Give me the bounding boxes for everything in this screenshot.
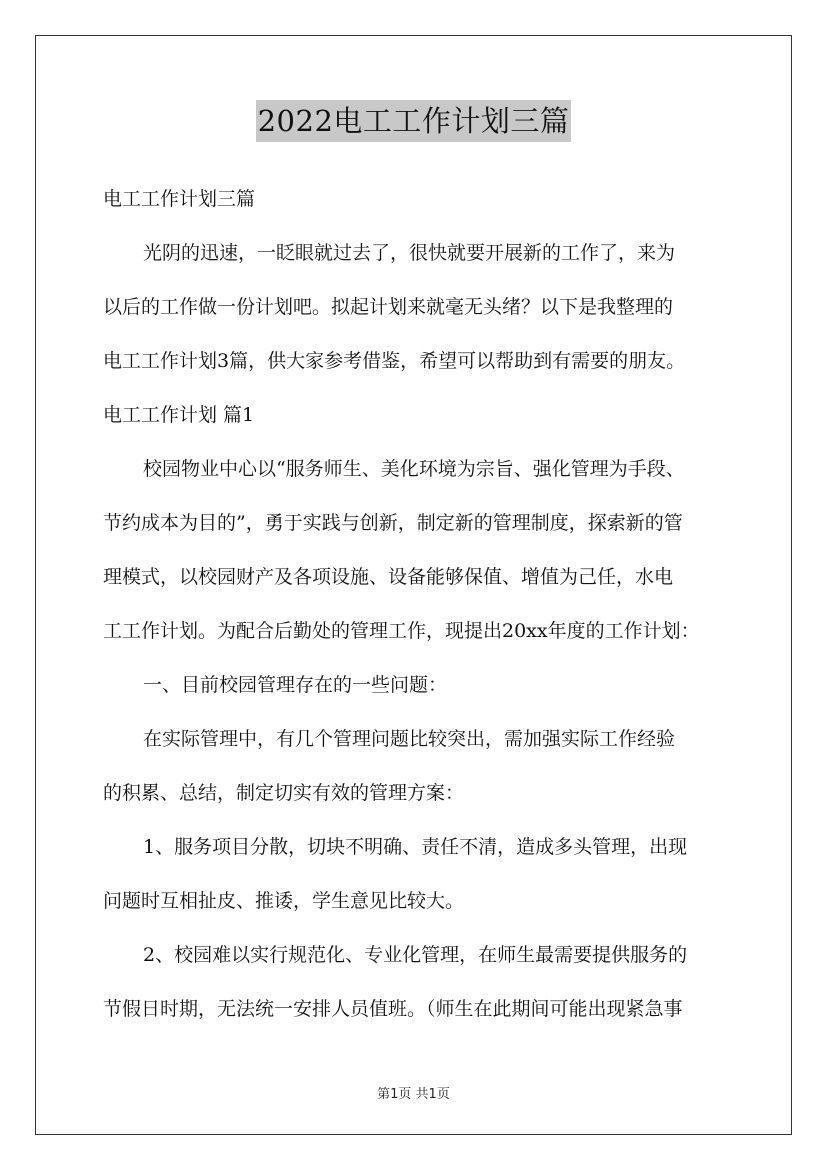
- paragraph-line: 以后的工作做一份计划吧。拟起计划来就毫无头绪？以下是我整理的: [103, 296, 674, 318]
- paragraph-line: 电工工作计划3篇，供大家参考借鉴，希望可以帮助到有需要的朋友。: [103, 350, 686, 372]
- paragraph-line: 在实际管理中，有几个管理问题比较突出，需加强实际工作经验: [143, 728, 676, 750]
- document-body: [103, 172, 729, 1036]
- paragraph-line: 问题时互相扯皮、推诿，学生意见比较大。: [103, 890, 465, 912]
- document-title: 2022电工工作计划三篇: [256, 100, 572, 142]
- paragraph-line: 的积累、总结，制定切实有效的管理方案：: [103, 782, 465, 804]
- section-heading: 电工工作计划 篇1: [103, 404, 255, 426]
- paragraph-line: 光阴的迅速，一眨眼就过去了，很快就要开展新的工作了，来为: [143, 242, 676, 264]
- paragraph-line: 节假日时期，无法统一安排人员值班。（师生在此期间可能出现紧急事: [103, 998, 683, 1020]
- paragraph-line: 节约成本为目的”，勇于实践与创新，制定新的管理制度，探索新的管: [103, 512, 683, 534]
- paragraph-line: 校园物业中心以“服务师生、美化环境为宗旨、强化管理为手段、: [143, 458, 685, 480]
- subtitle-line: 电工工作计划三篇: [103, 188, 256, 210]
- paragraph-line: 工工作计划。为配合后勤处的管理工作，现提出20xx年度的工作计划：: [103, 620, 700, 642]
- page-footer: 第1页 共1页: [377, 1087, 450, 1102]
- paragraph-line: 一、目前校园管理存在的一些问题：: [143, 674, 448, 696]
- paragraph-line: 1、服务项目分散，切块不明确、责任不清，造成多头管理，出现: [143, 836, 688, 858]
- paragraph-line: 理模式，以校园财产及各项设施、设备能够保值、增值为己任，水电: [103, 566, 674, 588]
- paragraph-line: 2、校园难以实行规范化、专业化管理，在师生最需要提供服务的: [143, 944, 688, 966]
- title-wrap: [0, 100, 827, 142]
